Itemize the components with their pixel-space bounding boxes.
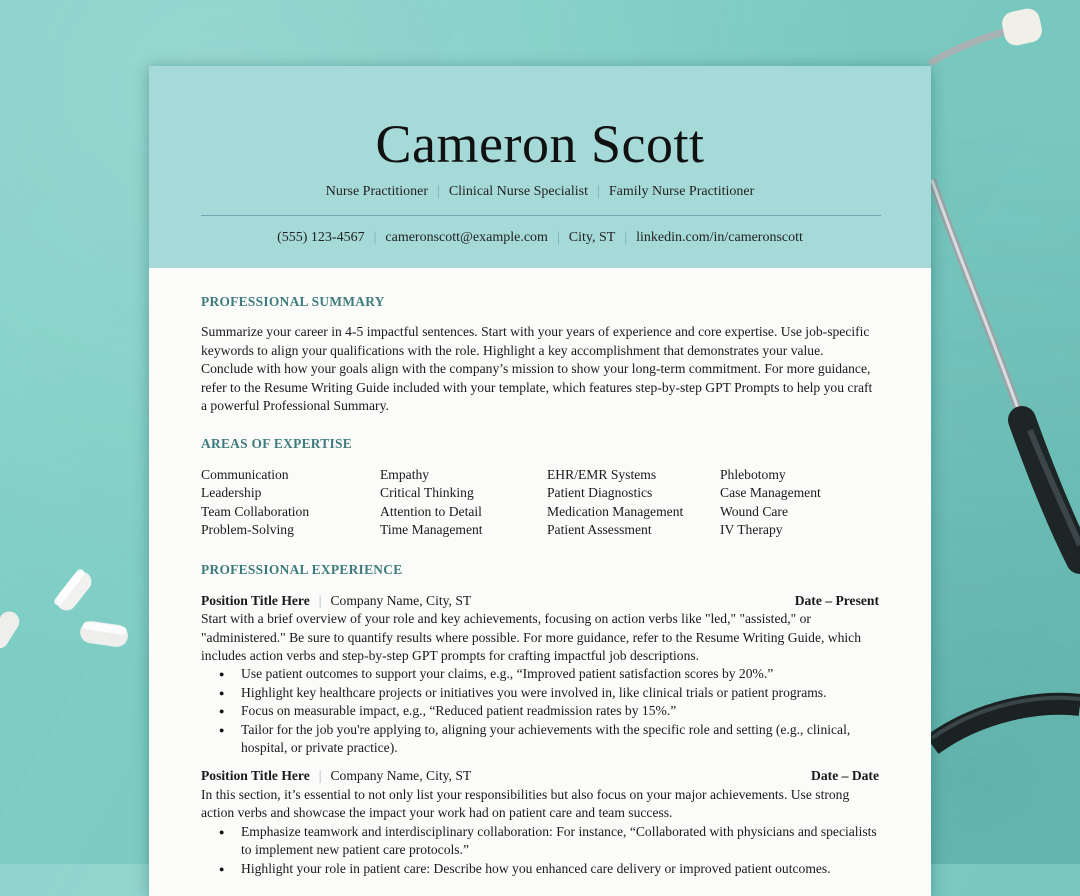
title-item: Clinical Nurse Specialist (448, 184, 589, 199)
job-bullets (201, 823, 879, 878)
contact-separator: | (624, 230, 628, 245)
job-header (201, 767, 879, 785)
summary-heading: PROFESSIONAL SUMMARY (201, 294, 385, 309)
skill-item: Leadership (201, 485, 262, 501)
expertise-column (380, 466, 547, 540)
skill-item: Critical Thinking (380, 485, 474, 501)
contact-separator: | (556, 230, 560, 245)
skill-item: Case Management (720, 485, 821, 501)
skill-item: Phlebotomy (720, 466, 786, 482)
job-date: Date – Present (794, 592, 879, 608)
job-overview: Start with a brief overview of your role and key achievements, focusing on action verbs like "led," "assisted," or "administered." Be sure to quantify results where possible. For more guidance, refer to the Resume Writing Guide, which includes action verbs and step-by-step GPT prompts for crafting impactful job descriptions. (201, 611, 861, 664)
expertise-heading: AREAS OF EXPERTISE (201, 436, 353, 452)
job-bullet: ● Use patient outcomes to support your claims, e.g., “Improved patient satisfaction scores by 20%.” (241, 665, 879, 683)
contact-info (149, 230, 931, 246)
job-separator: | (318, 592, 322, 608)
skill-item: Time Management (380, 522, 483, 538)
contact-separator: | (373, 230, 377, 245)
stethoscope-decor (932, 6, 1080, 745)
skill-item: IV Therapy (720, 522, 783, 538)
skill-item: Problem-Solving (201, 522, 294, 538)
contact-linkedin: linkedin.com/in/cameronscott (636, 230, 803, 245)
job-bullets (201, 665, 879, 757)
contact-email: cameronscott@example.com (385, 230, 548, 245)
header-divider (201, 215, 881, 216)
skill-item: Empathy (380, 466, 430, 482)
job-company: Company Name, City, ST (330, 768, 472, 784)
resume-page (149, 66, 931, 896)
resume-body (149, 268, 931, 878)
expertise-column (547, 466, 720, 540)
expertise-column (720, 466, 870, 540)
expertise-grid (201, 466, 879, 540)
job-date: Date – Date (811, 768, 879, 784)
skill-item: Communication (201, 466, 289, 482)
skill-item: Patient Assessment (547, 522, 652, 538)
experience-heading: PROFESSIONAL EXPERIENCE (201, 562, 403, 578)
contact-phone: (555) 123-4567 (277, 230, 365, 245)
job-titles (149, 184, 931, 200)
job-position: Position Title Here (201, 592, 310, 608)
title-separator: | (597, 184, 600, 199)
resume-header (149, 66, 931, 268)
title-item: Family Nurse Practitioner (608, 184, 755, 199)
skill-item: Medication Management (547, 503, 684, 519)
summary-text: Summarize your career in 4-5 impactful sentences. Start with your years of experience and core expertise. Use job-specific keywords to align your qualifications with the role. Highlight a key accomplishment that demonstrates your value. Conclude with how your goals align with the company’s mission to show your long-term commitment. For more guidance, refer to the Resume Writing Guide included with your template, which features step-by-step GPT Prompts to help you craft a powerful Professional Summary. (201, 324, 873, 414)
job-entry (201, 592, 879, 758)
job-separator: | (318, 768, 322, 784)
contact-location: City, ST (568, 230, 616, 245)
candidate-name: Cameron Scott (375, 114, 705, 174)
job-bullet: ● Highlight your role in patient care: Describe how you enhanced care delivery or improved patient outcomes. (241, 860, 879, 878)
job-overview: In this section, it’s essential to not only list your responsibilities but also focus on your major achievements. Use strong action verbs and showcase the impact your work had on patient care and team success. (201, 786, 850, 821)
pills-decor (0, 568, 129, 653)
job-bullet: ● Tailor for the job you're applying to, aligning your achievements with the specific role and setting (e.g., clinical, hospital, or private practice). (241, 721, 879, 758)
skill-item: Patient Diagnostics (547, 485, 653, 501)
skill-item: Attention to Detail (380, 503, 482, 519)
skill-item: Team Collaboration (201, 503, 310, 519)
title-separator: | (437, 184, 440, 199)
skill-item: Wound Care (720, 503, 788, 519)
expertise-column (201, 466, 380, 540)
title-item: Nurse Practitioner (325, 184, 428, 199)
job-header (201, 592, 879, 610)
job-position: Position Title Here (201, 768, 310, 784)
job-bullet: ● Emphasize teamwork and interdisciplinary collaboration: For instance, “Collaborated with physicians and specialists to implement new patient care protocols.” (241, 823, 879, 860)
skill-item: EHR/EMR Systems (547, 466, 657, 482)
job-bullet: ● Focus on measurable impact, e.g., “Reduced patient readmission rates by 15%.” (241, 702, 879, 720)
job-bullet: ● Highlight key healthcare projects or initiatives you were involved in, like clinical trials or patient programs. (241, 684, 879, 702)
job-entry (201, 767, 879, 877)
job-company: Company Name, City, ST (330, 592, 472, 608)
